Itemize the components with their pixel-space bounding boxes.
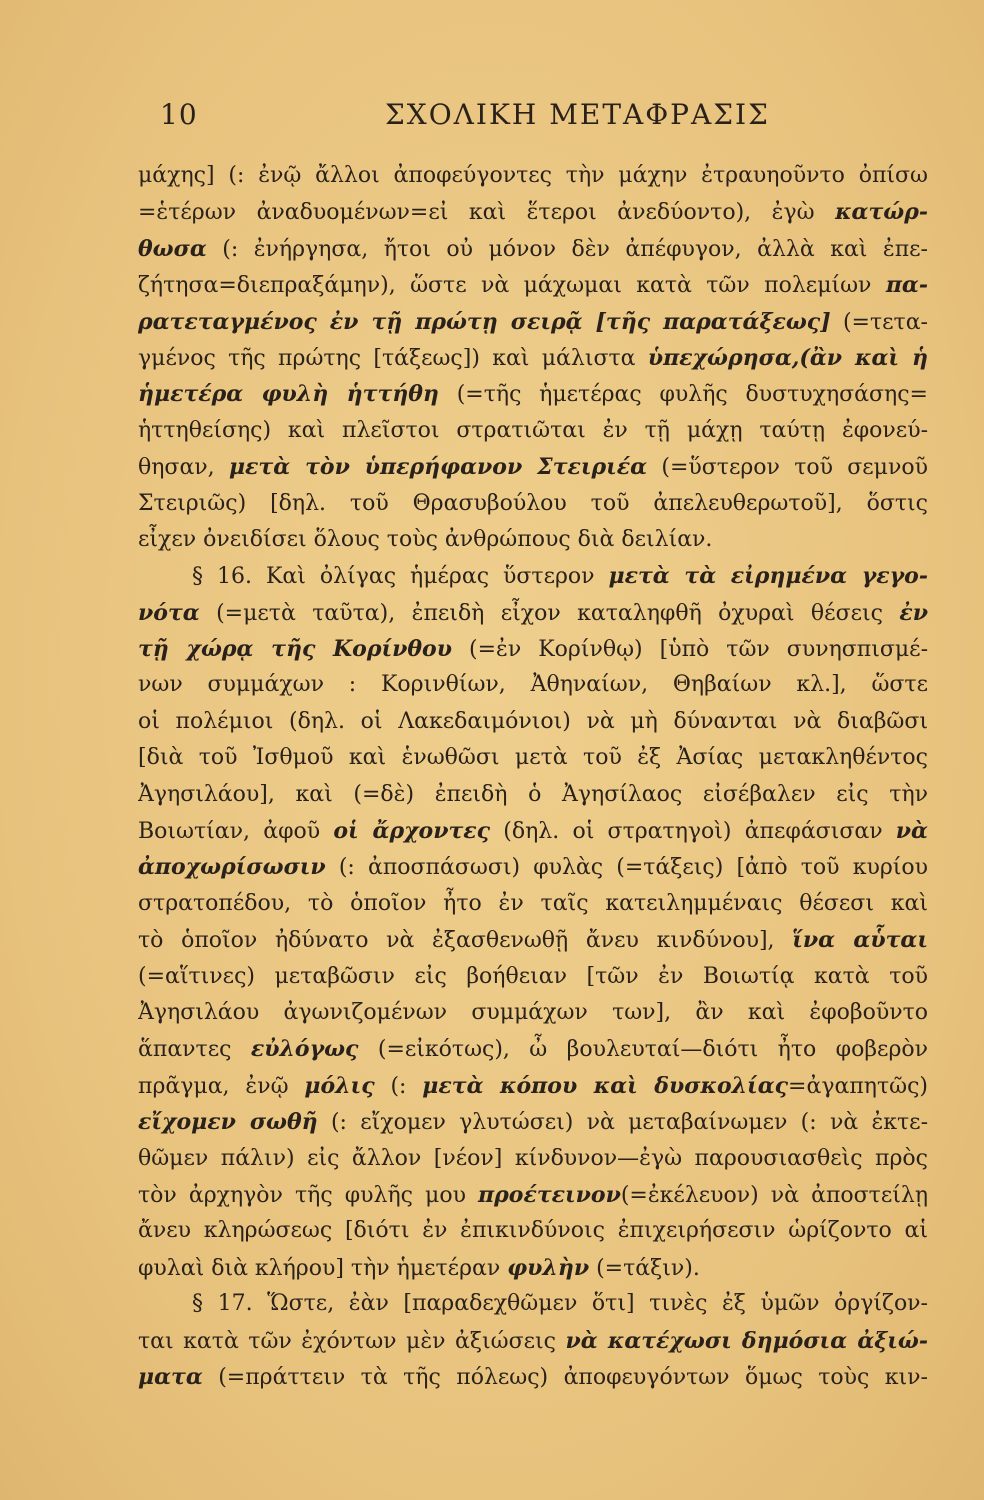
text-segment: οἱ πολέμιοι (δηλ. οἱ Λακεδαιμόνιοι) νὰ μὴ δύνανται νὰ διαβῶσι xyxy=(138,708,928,734)
running-title: ΣΧΟΛΙΚΗ ΜΕΤΑΦΡΑΣΙΣ xyxy=(385,98,770,131)
text-segment: μάχης] (: ἐνῷ ἄλλοι ἀποφεύγοντες τὴν μάχην ἐτραυηοῦντο ὀπίσω xyxy=(138,163,928,188)
text-line xyxy=(138,522,928,558)
text-line xyxy=(138,486,928,522)
text-line xyxy=(138,1177,928,1213)
text-line xyxy=(138,886,928,922)
text-segment: στρατοπέδου, τὸ ὁποῖον ἦτο ἐν ταῖς κατειλημμέναις θέσεσι καὶ xyxy=(138,890,928,916)
text-segment: (=τετα- xyxy=(830,309,928,335)
emphasized-phrase: ἡμετέρα φυλὴ ἡττήθη xyxy=(138,381,439,408)
text-line xyxy=(138,1104,928,1140)
text-segment: ται κατὰ τῶν ἐχόντων μὲν ἀξιώσεις xyxy=(138,1328,566,1354)
text-segment: θῶμεν πάλιν) εἰς ἄλλον [νέον] κίνδυνον—ἐγὼ παρουσιασθεὶς πρὸς xyxy=(138,1145,928,1171)
text-segment: (=αἵτινες) μεταβῶσιν εἰς βοήθειαν [τῶν ἐν Βοιωτίᾳ κατὰ τοῦ xyxy=(138,963,928,989)
text-segment: =ἀγαπητῶς) xyxy=(788,1073,928,1099)
text-segment: εἶχεν ὀνειδίσει ὅλους τοὺς ἀνθρώπους διὰ δειλίαν. xyxy=(138,526,713,552)
text-segment: (δηλ. οἱ στρατηγοὶ) ἀπεφάσισαν xyxy=(490,819,896,845)
text-line xyxy=(138,667,928,703)
emphasized-phrase: ἀποχωρίσωσιν xyxy=(138,854,326,881)
text-segment: νων συμμάχων : Κορινθίων, Ἀθηναίων, Θηβαίων κλ.], ὥστε xyxy=(138,672,928,698)
text-segment: (=τάξιν). xyxy=(589,1255,700,1281)
text-segment: Ἀγησιλάου], καὶ (=δὲ) ἐπειδὴ ὁ Ἀγησίλαος εἰσέβαλεν εἰς τὴν xyxy=(138,781,928,807)
text-line xyxy=(138,340,928,376)
text-line xyxy=(138,922,928,958)
text-line xyxy=(138,1031,928,1067)
text-segment: (: xyxy=(374,1073,423,1099)
emphasized-phrase: νὰ xyxy=(895,818,928,845)
text-segment: φυλαὶ διὰ κλήρου] τὴν ἡμετέραν xyxy=(138,1255,508,1281)
text-segment: (=εἰκότως), ὦ βουλευταί—διότι ἦτο φοβερὸν xyxy=(358,1037,928,1063)
text-line xyxy=(138,558,928,594)
text-line xyxy=(138,449,928,485)
text-segment: θησαν, xyxy=(138,455,229,481)
text-line xyxy=(138,1359,928,1395)
emphasized-phrase: κατώρ- xyxy=(835,199,928,226)
emphasized-phrase: μόλις xyxy=(304,1072,375,1099)
text-line xyxy=(138,1250,928,1286)
text-line xyxy=(138,158,928,194)
emphasized-phrase: θωσα xyxy=(138,235,207,262)
text-segment: ἅπαντες xyxy=(138,1037,251,1063)
text-line xyxy=(138,1213,928,1249)
emphasized-phrase: τῇ χώρᾳ τῆς Κορίνθου xyxy=(138,636,452,663)
text-line xyxy=(138,1068,928,1104)
emphasized-phrase: εὐλόγως xyxy=(250,1036,359,1063)
text-segment: γμένος τῆς πρώτης [τάξεως]) καὶ μάλιστα xyxy=(138,345,648,371)
emphasized-phrase: πα- xyxy=(885,272,928,299)
text-segment: (=ἐν Κορίνθῳ) [ὑπὸ τῶν συνησπισμέ- xyxy=(451,637,928,663)
text-segment: Στειριῶς) [δηλ. τοῦ Θρασυβούλου τοῦ ἀπελευθερωτοῦ], ὅστις xyxy=(138,490,928,516)
text-line xyxy=(138,231,928,267)
text-segment: § 16. Καὶ ὀλίγας ἡμέρας ὕστερον xyxy=(192,564,609,590)
emphasized-phrase: μετὰ κόπου καὶ δυσκολίας xyxy=(422,1072,789,1099)
emphasized-phrase: φυλὴν xyxy=(507,1254,590,1281)
emphasized-phrase: ρατεταγμένος ἐν τῇ πρώτῃ σειρᾷ [τῆς παρατάξεως] xyxy=(138,308,831,335)
text-line xyxy=(138,376,928,412)
emphasized-phrase: εἴχομεν σωθῆ xyxy=(138,1109,318,1136)
emphasized-phrase: μετὰ τὰ εἰρημένα γεγο- xyxy=(608,563,928,590)
text-line xyxy=(138,704,928,740)
emphasized-phrase: ἵνα αὗται xyxy=(792,927,928,954)
text-segment: (=ἐκέλευον) νὰ ἀποστείλῃ xyxy=(620,1182,928,1208)
emphasized-phrase: οἱ ἄρχοντες xyxy=(333,818,491,845)
text-line xyxy=(138,304,928,340)
text-segment: (: ἀποσπάσωσι) φυλὰς (=τάξεις) [ἀπὸ τοῦ κυρίου xyxy=(325,855,928,881)
text-line xyxy=(138,595,928,631)
text-line xyxy=(138,1286,928,1322)
emphasized-phrase: ματα xyxy=(138,1363,203,1390)
emphasized-phrase: μετὰ τὸν ὑπερήφανον Στειριέα xyxy=(228,454,648,481)
text-segment: (=πράττειν τὰ τῆς πόλεως) ἀποφευγόντων ὅμως τοὺς κιν- xyxy=(202,1364,928,1390)
page-number: 10 xyxy=(160,98,198,131)
emphasized-phrase: ὑπεχώρησα,(ἂν καὶ ἡ xyxy=(647,344,928,371)
emphasized-phrase: προέτεινον xyxy=(478,1181,621,1208)
text-segment: τὸν ἀρχηγὸν τῆς φυλῆς μου xyxy=(138,1182,479,1208)
text-segment: Ἀγησιλάου ἀγωνιζομένων συμμάχων των], ἂν καὶ ἐφοβοῦντο xyxy=(138,999,928,1025)
text-line xyxy=(138,194,928,230)
page-header xyxy=(0,98,984,138)
emphasized-phrase: νὰ κατέχωσι δημόσια ἀξιώ- xyxy=(565,1327,928,1354)
text-line xyxy=(138,1141,928,1177)
text-line xyxy=(138,813,928,849)
text-line xyxy=(138,777,928,813)
text-line xyxy=(138,413,928,449)
text-segment: τὸ ὁποῖον ἠδύνατο νὰ ἐξασθενωθῇ ἄνευ κινδύνου], xyxy=(138,928,793,954)
text-line xyxy=(138,959,928,995)
text-segment: =ἑτέρων ἀναδυομένων=εἰ καὶ ἕτεροι ἀνεδύοντο), ἐγὼ xyxy=(138,200,836,226)
text-line xyxy=(138,631,928,667)
text-segment: (=ὕστερον τοῦ σεμνοῦ xyxy=(647,455,928,481)
text-line xyxy=(138,995,928,1031)
text-line xyxy=(138,267,928,303)
text-segment: Βοιωτίαν, ἀφοῦ xyxy=(138,819,334,845)
text-segment: πρᾶγμα, ἐνῷ xyxy=(138,1073,305,1099)
text-segment: (: εἴχομεν γλυτώσει) νὰ μεταβαίνωμεν (: νὰ ἐκτε- xyxy=(317,1110,928,1136)
text-segment: (=μετὰ ταῦτα), ἐπειδὴ εἶχον καταληφθῆ ὀχυραὶ θέσεις xyxy=(199,600,900,626)
text-segment: ἄνευ κληρώσεως [διότι ἐν ἐπικινδύνοις ἐπιχειρήσεσιν ὡρίζοντο αἱ xyxy=(138,1218,928,1244)
text-line xyxy=(138,1323,928,1359)
emphasized-phrase: ἐν xyxy=(899,599,928,626)
text-segment: (=τῆς ἡμετέρας φυλῆς δυστυχησάσης= xyxy=(438,382,928,408)
text-segment: § 17. Ὥστε, ἐὰν [παραδεχθῶμεν ὅτι] τινὲς ἐξ ὑμῶν ὀργίζον- xyxy=(192,1291,928,1317)
text-line xyxy=(138,849,928,885)
text-segment: [διὰ τοῦ Ἰσθμοῦ καὶ ἑνωθῶσι μετὰ τοῦ ἐξ Ἀσίας μετακληθέντος xyxy=(138,745,928,771)
text-line xyxy=(138,740,928,776)
text-segment: ζήτησα=διεπραξάμην), ὥστε νὰ μάχωμαι κατὰ τῶν πολεμίων xyxy=(138,273,886,299)
text-segment: ἡττηθείσης) καὶ πλεῖστοι στρατιῶται ἐν τῇ μάχῃ ταύτῃ ἐφονεύ- xyxy=(138,417,928,443)
body-text xyxy=(138,158,928,1395)
emphasized-phrase: νότα xyxy=(138,599,200,626)
text-segment: (: ἐνήργησα, ἤτοι οὐ μόνον δὲν ἀπέφυγον, ἀλλὰ καὶ ἐπε- xyxy=(206,236,928,262)
